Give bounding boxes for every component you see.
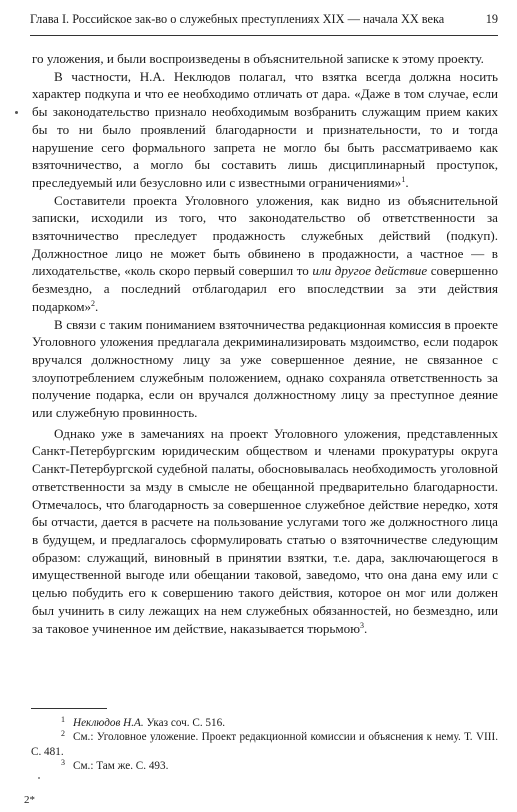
footnote-ref-1: 1 xyxy=(401,174,406,184)
footnote-3: $^3$ См.: Там же. С. 493. xyxy=(61,758,169,773)
footnotes xyxy=(31,716,498,774)
paragraph-4: В связи с таким пониманием взяточничества редакционная комиссия в проекте Уголовного уложения предлагала декриминализировать мздоимство, если подарок вручался должностному лицу за уже совершенное деяние, не связанное с злоупотреблением служебным положением, однако сохраняла ответственность за получение подарка, если он вручался должностному лицу за преступное деяние или служебную провинность. xyxy=(32,316,498,421)
running-header xyxy=(30,12,498,27)
paragraph-3: Составители проекта Уголовного уложения, как видно из объяснительной записки, исходили из того, что законодательство об ответственности за взяточничество преследует продажность служебных действий (подкуп). Должностное лицо не может быть обвинено в продажности, а частное — в лиходательстве, «коль скоро первый совершил то или другое действие совершенно безмездно, а последний отблагодарил его впоследствии за эти действия подарком»$^2$. xyxy=(32,192,499,314)
paragraph-1: го уложения, и были воспроизведены в объяснительной записке к этому проекту. xyxy=(32,51,484,66)
signature-mark: 2* xyxy=(24,794,35,806)
margin-speck xyxy=(15,111,18,114)
body-text xyxy=(32,50,498,637)
footnote-1: $^1$ Неклюдов Н.А. Указ соч. С. 516. xyxy=(61,715,225,729)
footnote-2: $^2$ См.: Уголовное уложение. Проект редакционной комиссии и объяснения к нему. Т. VIII. С. 481. xyxy=(31,729,498,758)
running-title: Глава I. Российское зак-во о служебных преступлениях XIX — начала XX века xyxy=(30,12,445,26)
header-rule xyxy=(30,35,498,36)
italic-phrase: или другое действие xyxy=(312,263,428,279)
margin-speck-bottom xyxy=(38,777,40,779)
page-number: 19 xyxy=(485,12,498,26)
footnote-ref-3: 3 xyxy=(360,620,364,630)
paragraph-5: Однако уже в замечаниях на проект Уголовного уложения, представленных Санкт-Петербургским юридическим обществом и членами прокуратуры округа Санкт-Петербургской судебной палаты, обосновывалась необходимость уголовной ответственности за мзду в смысле не обещанной предварительно благодарности. Отмечалось, что благодарность за совершенное служебное действие нередко, хотя бы отчасти, дается в расчете на пользование услугами того же должностного лица в будущем, и предлагалось сформулировать статью о взяточничестве следующим образом: служащий, виновный в принятии взятки, т.е. дара, заключающегося в имущественной выгоде или обещании таковой, заведомо, что она дана ему или с целью побудить его к совершению такого действия, которое он мог или должен был учинить в силу лежащих на нем служебных обязанностей, но безмездно, или за таковое учиненное им действие, наказывается тюрьмою$^3$. xyxy=(32,425,498,636)
footnote-ref-2: 2 xyxy=(91,298,96,308)
paragraph-2: В частности, Н.А. Неклюдов полагал, что взятка всегда должна носить характер подкупа и что ее необходимо отличать от дара. «Даже в том случае, если бы законодательство признало необходимым возбранить служащим прием каких бы то ни было проявлений благодарности и признательности, то и тогда нарушение сего формального запрета не могло бы быть рассматриваемо как взяточничество, а могло бы составить лишь дисциплинарный проступок, преследуемый или безусловно или с известными ограничениями»$^1$. xyxy=(32,68,498,190)
footnote-rule xyxy=(31,708,107,709)
